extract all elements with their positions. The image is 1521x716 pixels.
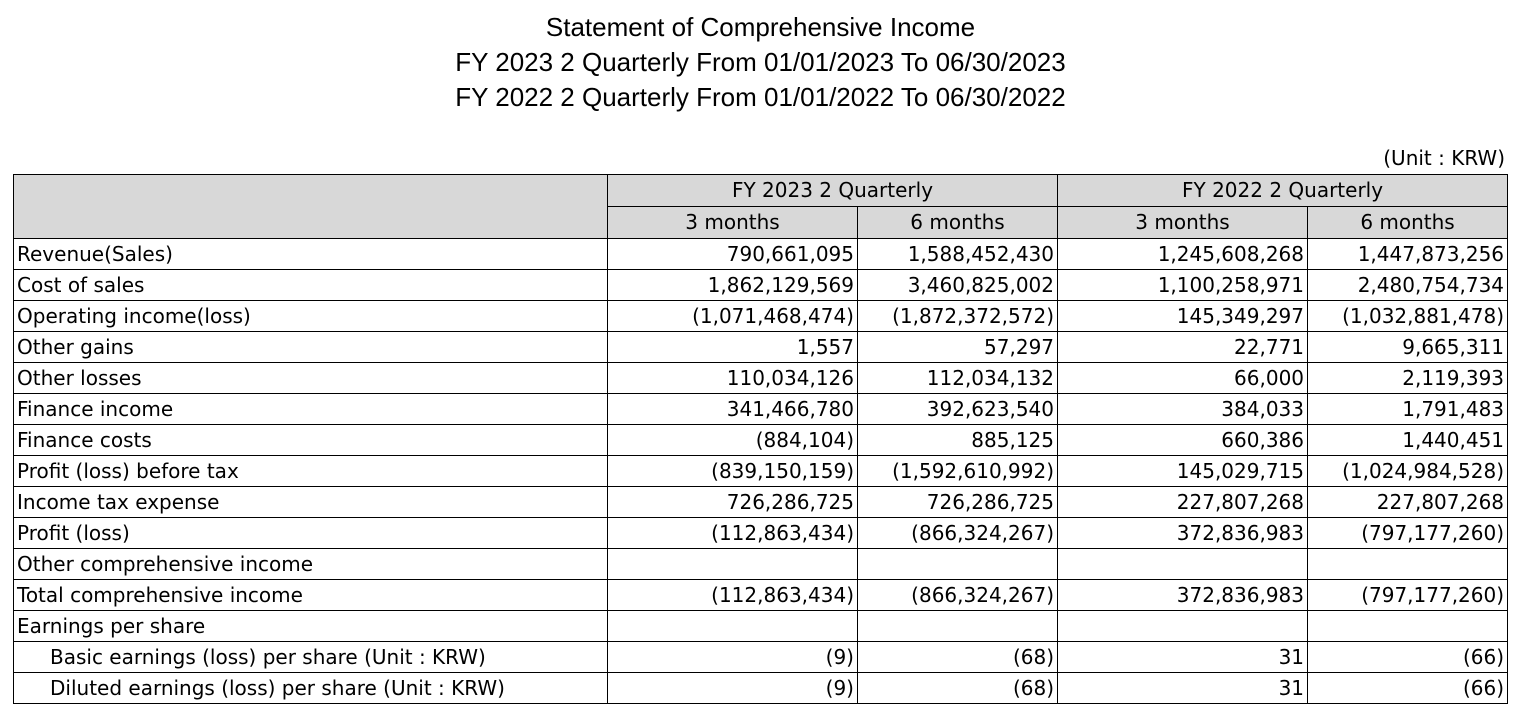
row-value-cell: 2,119,393 — [1308, 363, 1508, 394]
row-value-cell: 145,349,297 — [1058, 301, 1308, 332]
row-value-cell: 2,480,754,734 — [1308, 270, 1508, 301]
table-row — [14, 611, 1508, 642]
row-value-cell: (1,071,468,474) — [608, 301, 858, 332]
row-value-cell: 372,836,983 — [1058, 580, 1308, 611]
row-value-cell: (1,032,881,478) — [1308, 301, 1508, 332]
row-label: Other gains — [14, 332, 608, 363]
header-fy2022-3-months: 3 months — [1058, 207, 1308, 239]
row-value-cell: 1,862,129,569 — [608, 270, 858, 301]
row-label: Total comprehensive income — [14, 580, 608, 611]
row-value-cell: 1,447,873,256 — [1308, 239, 1508, 270]
row-value-cell: 341,466,780 — [608, 394, 858, 425]
row-label: Revenue(Sales) — [14, 239, 608, 270]
row-label: Profit (loss) before tax — [14, 456, 608, 487]
table-row — [14, 270, 1508, 301]
row-label: Income tax expense — [14, 487, 608, 518]
row-value-cell: (1,872,372,572) — [858, 301, 1058, 332]
row-value-cell: 1,557 — [608, 332, 858, 363]
row-value-cell: (1,024,984,528) — [1308, 456, 1508, 487]
row-value-cell: (1,592,610,992) — [858, 456, 1058, 487]
row-value-cell: (866,324,267) — [858, 580, 1058, 611]
header-period-fy2022: FY 2022 2 Quarterly — [1058, 175, 1508, 207]
row-label: Basic earnings (loss) per share (Unit : KRW) — [14, 642, 608, 673]
row-value-cell: 726,286,725 — [858, 487, 1058, 518]
row-value-cell: 227,807,268 — [1058, 487, 1308, 518]
row-value-cell: 790,661,095 — [608, 239, 858, 270]
row-value-cell: 145,029,715 — [1058, 456, 1308, 487]
table-row — [14, 363, 1508, 394]
table-row — [14, 301, 1508, 332]
row-value-cell — [1308, 549, 1508, 580]
row-value-cell: (797,177,260) — [1308, 518, 1508, 549]
row-value-cell: (66) — [1308, 673, 1508, 704]
table-row — [14, 456, 1508, 487]
statement-title-block — [0, 10, 1521, 115]
row-value-cell: 57,297 — [858, 332, 1058, 363]
table-row — [14, 642, 1508, 673]
table-row — [14, 580, 1508, 611]
row-value-cell: 1,245,608,268 — [1058, 239, 1308, 270]
row-value-cell: (112,863,434) — [608, 518, 858, 549]
row-value-cell — [1058, 549, 1308, 580]
period-line-fy2023: FY 2023 2 Quarterly From 01/01/2023 To 06/30/2023 — [455, 47, 1066, 77]
row-value-cell: 372,836,983 — [1058, 518, 1308, 549]
row-value-cell — [608, 611, 858, 642]
row-label: Other comprehensive income — [14, 549, 608, 580]
header-period-fy2023: FY 2023 2 Quarterly — [608, 175, 1058, 207]
row-value-cell: 1,588,452,430 — [858, 239, 1058, 270]
row-value-cell: 31 — [1058, 642, 1308, 673]
row-value-cell: 112,034,132 — [858, 363, 1058, 394]
row-value-cell: (9) — [608, 673, 858, 704]
row-value-cell: (68) — [858, 673, 1058, 704]
period-line-fy2022: FY 2022 2 Quarterly From 01/01/2022 To 06/30/2022 — [455, 82, 1066, 112]
row-value-cell: 31 — [1058, 673, 1308, 704]
row-label: Earnings per share — [14, 611, 608, 642]
row-value-cell: (797,177,260) — [1308, 580, 1508, 611]
row-value-cell: (68) — [858, 642, 1058, 673]
row-value-cell: 1,440,451 — [1308, 425, 1508, 456]
table-row — [14, 394, 1508, 425]
row-value-cell: (839,150,159) — [608, 456, 858, 487]
row-label: Finance costs — [14, 425, 608, 456]
unit-note: (Unit : KRW) — [1383, 146, 1505, 170]
table-row — [14, 332, 1508, 363]
statement-title: Statement of Comprehensive Income — [545, 12, 976, 42]
row-value-cell: (66) — [1308, 642, 1508, 673]
row-value-cell — [608, 549, 858, 580]
row-value-cell — [858, 611, 1058, 642]
table-row — [14, 549, 1508, 580]
row-label: Finance income — [14, 394, 608, 425]
row-value-cell: 227,807,268 — [1308, 487, 1508, 518]
row-label: Operating income(loss) — [14, 301, 608, 332]
row-label: Other losses — [14, 363, 608, 394]
row-value-cell: 384,033 — [1058, 394, 1308, 425]
row-value-cell: 66,000 — [1058, 363, 1308, 394]
row-value-cell: 110,034,126 — [608, 363, 858, 394]
row-value-cell — [1058, 611, 1308, 642]
row-value-cell — [858, 549, 1058, 580]
table-row — [14, 239, 1508, 270]
header-row-periods — [14, 175, 1508, 207]
table-header — [14, 175, 1508, 239]
header-item-column — [14, 175, 608, 239]
header-fy2023-3-months: 3 months — [608, 207, 858, 239]
row-value-cell: (9) — [608, 642, 858, 673]
row-value-cell: 885,125 — [858, 425, 1058, 456]
header-fy2023-6-months: 6 months — [858, 207, 1058, 239]
row-label: Profit (loss) — [14, 518, 608, 549]
row-value-cell: 726,286,725 — [608, 487, 858, 518]
table-body — [14, 239, 1508, 704]
header-fy2022-6-months: 6 months — [1308, 207, 1508, 239]
row-value-cell: 392,623,540 — [858, 394, 1058, 425]
row-value-cell: 9,665,311 — [1308, 332, 1508, 363]
table-row — [14, 425, 1508, 456]
table-row — [14, 673, 1508, 704]
row-value-cell — [1308, 611, 1508, 642]
table-row — [14, 487, 1508, 518]
row-value-cell: 22,771 — [1058, 332, 1308, 363]
row-label: Cost of sales — [14, 270, 608, 301]
row-value-cell: 1,100,258,971 — [1058, 270, 1308, 301]
row-label: Diluted earnings (loss) per share (Unit : KRW) — [14, 673, 608, 704]
table-row — [14, 518, 1508, 549]
row-value-cell: (884,104) — [608, 425, 858, 456]
row-value-cell: 660,386 — [1058, 425, 1308, 456]
row-value-cell: (866,324,267) — [858, 518, 1058, 549]
row-value-cell: 1,791,483 — [1308, 394, 1508, 425]
row-value-cell: (112,863,434) — [608, 580, 858, 611]
income-statement-table — [13, 174, 1508, 704]
row-value-cell: 3,460,825,002 — [858, 270, 1058, 301]
